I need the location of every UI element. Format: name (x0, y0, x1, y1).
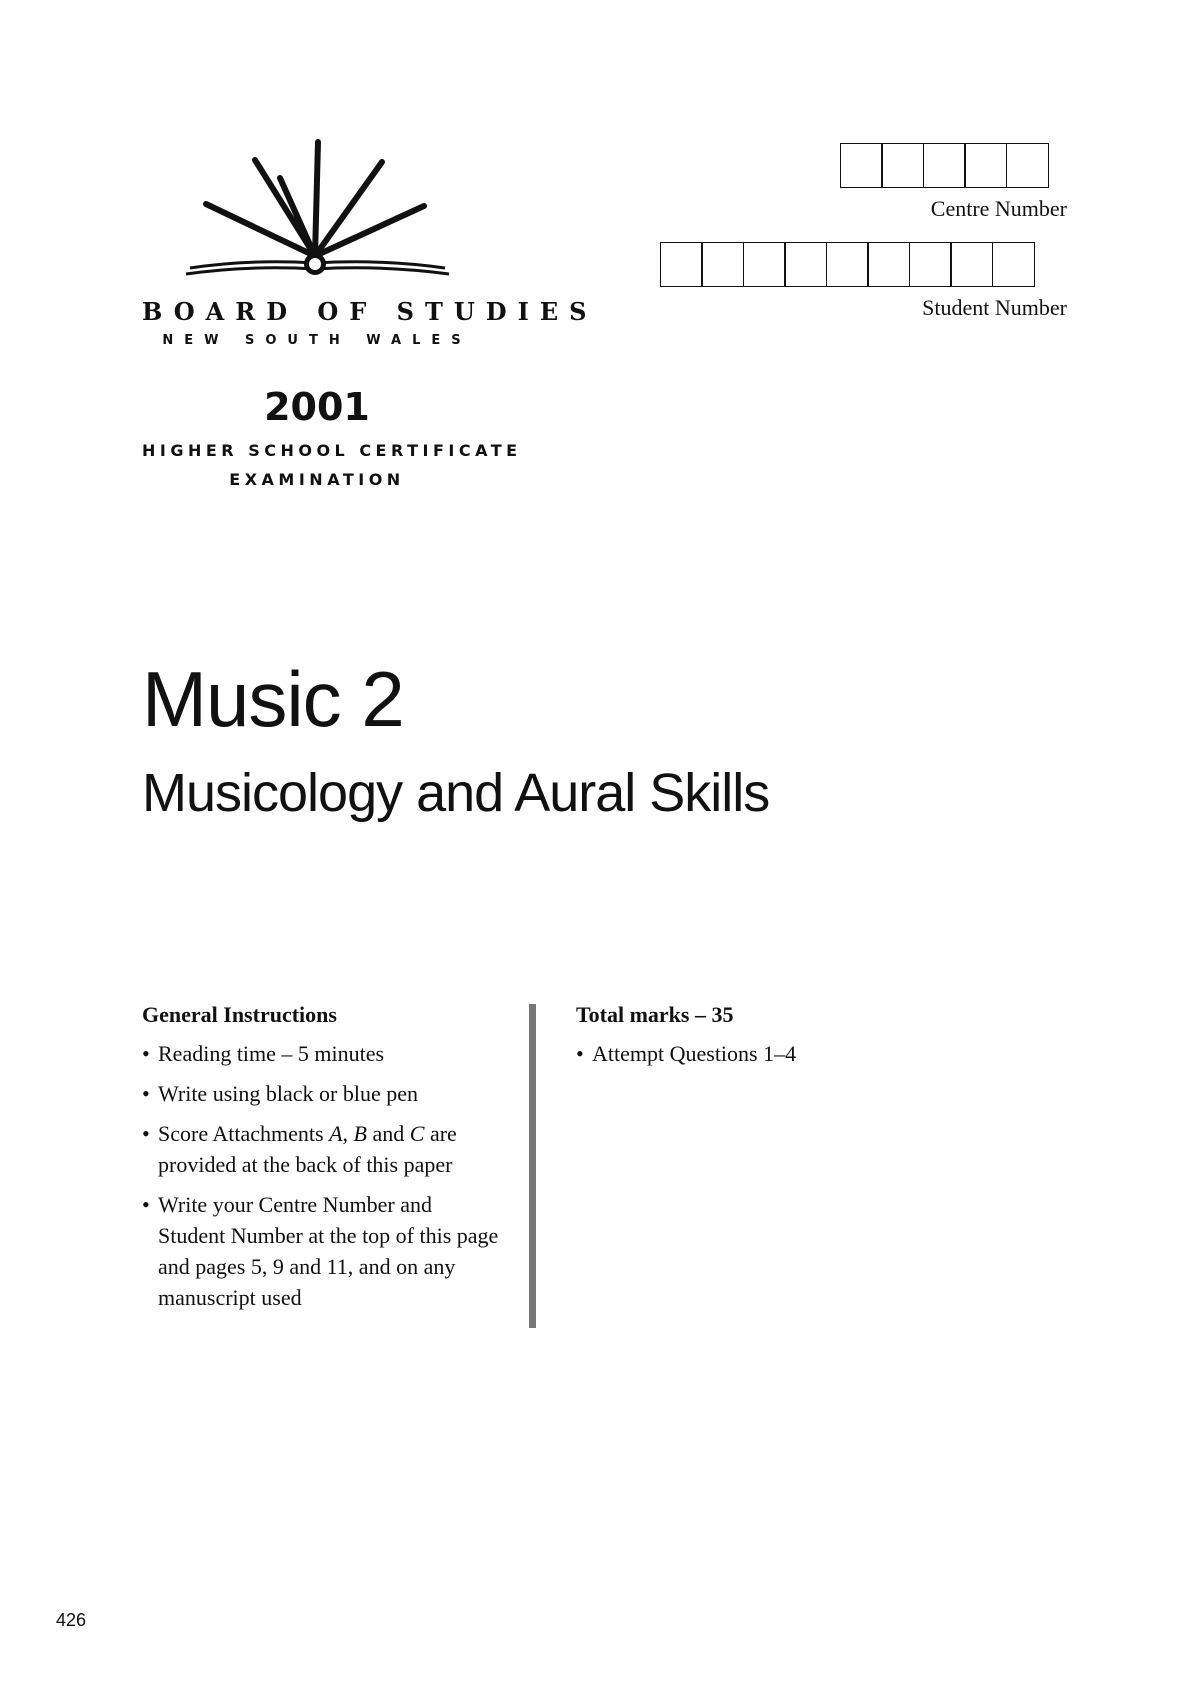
centre-number-box[interactable] (923, 143, 966, 188)
student-number-label: Student Number (922, 295, 1067, 320)
bullet-icon: • (142, 1192, 150, 1218)
attachment-a: A (329, 1121, 343, 1147)
centre-number-box[interactable] (1006, 143, 1049, 188)
general-instructions-list (142, 1038, 502, 1313)
student-number-box[interactable] (992, 242, 1035, 287)
exam-name-line-2: EXAMINATION (229, 470, 405, 489)
list-item (142, 1189, 502, 1313)
board-name: BOARD OF STUDIES (142, 297, 598, 326)
exam-subtitle: Musicology and Aural Skills (142, 763, 770, 823)
student-number-box[interactable] (701, 242, 744, 287)
centre-number-box[interactable] (881, 143, 924, 188)
student-number-boxes[interactable] (661, 242, 1035, 287)
attachments-suffix: are provided at the back of this paper (158, 1121, 457, 1178)
general-instructions (142, 1002, 502, 1322)
exam-name-line-1: HIGHER SCHOOL CERTIFICATE (142, 441, 522, 460)
instruction-text (158, 1121, 457, 1177)
centre-number-boxes[interactable] (841, 143, 1049, 188)
attachments-separator: , (342, 1121, 354, 1147)
bullet-icon: • (142, 1121, 150, 1147)
page-number: 426 (56, 1610, 87, 1630)
attachment-c: C (409, 1121, 425, 1147)
list-item (142, 1118, 502, 1180)
exam-year: 2001 (264, 385, 370, 429)
sunburst-book-icon (170, 138, 460, 288)
student-number-box[interactable] (909, 242, 952, 287)
instruction-text: Reading time – 5 minutes (158, 1041, 385, 1067)
marks-text: Attempt Questions 1–4 (592, 1041, 797, 1067)
centre-number-label: Centre Number (930, 196, 1067, 221)
bullet-icon: • (142, 1081, 150, 1107)
column-divider (529, 1004, 536, 1328)
attachments-prefix: Score Attachments (158, 1121, 330, 1147)
board-region: NEW SOUTH WALES (162, 333, 472, 348)
student-number-box[interactable] (867, 242, 910, 287)
exam-title: Music 2 (142, 655, 404, 743)
centre-number-box[interactable] (964, 143, 1007, 188)
student-number-box[interactable] (950, 242, 993, 287)
attachments-separator: and (366, 1121, 410, 1147)
student-number-box[interactable] (660, 242, 703, 287)
total-marks-list (576, 1038, 976, 1069)
bullet-icon: • (142, 1041, 150, 1067)
list-item (576, 1038, 976, 1069)
general-instructions-heading: General Instructions (142, 1002, 337, 1027)
attachment-b: B (353, 1121, 367, 1147)
student-number-box[interactable] (826, 242, 869, 287)
total-marks-heading: Total marks – 35 (576, 1002, 734, 1027)
instruction-text: Write your Centre Number and Student Number at the top of this page and pages 5, 9 and 11, and on any manuscript used (158, 1192, 499, 1311)
bullet-icon: • (576, 1041, 584, 1067)
student-number-box[interactable] (784, 242, 827, 287)
list-item (142, 1078, 502, 1109)
student-number-box[interactable] (743, 242, 786, 287)
centre-number-box[interactable] (840, 143, 883, 188)
list-item (142, 1038, 502, 1069)
board-logo (170, 138, 460, 288)
instruction-text: Write using black or blue pen (158, 1081, 418, 1107)
total-marks-section (576, 1002, 976, 1078)
